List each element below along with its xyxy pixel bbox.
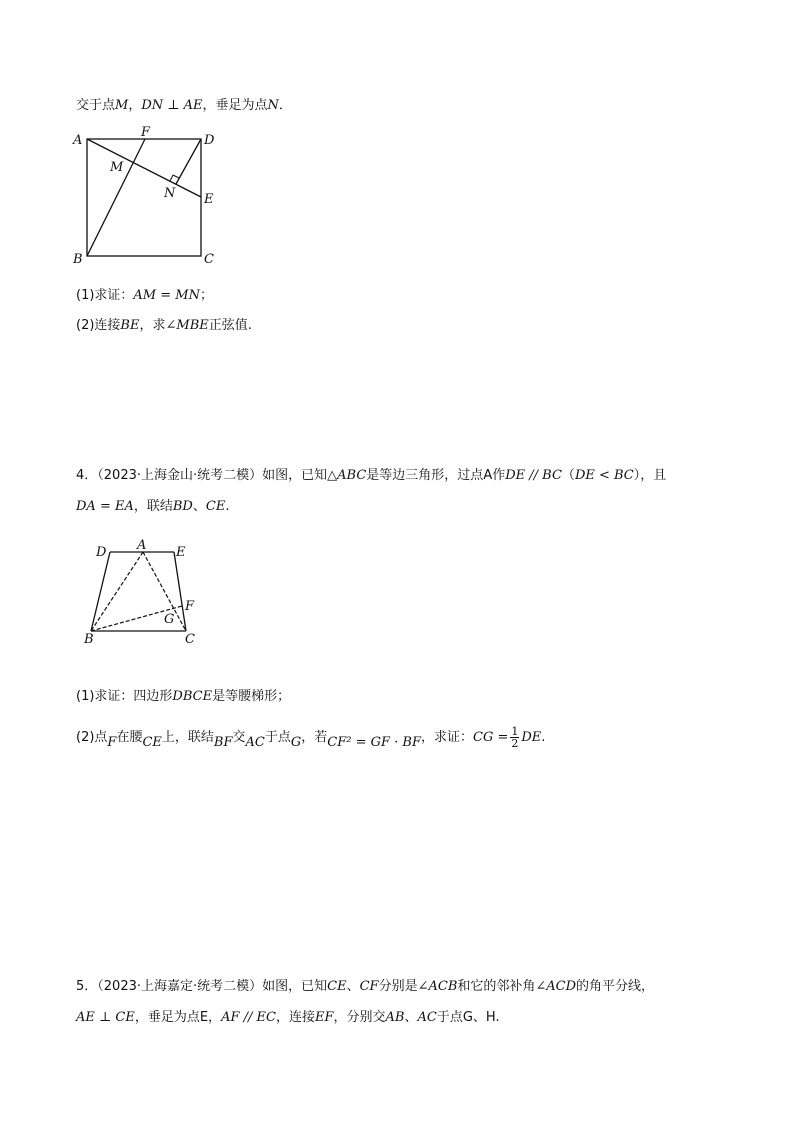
text: ，若 — [301, 730, 328, 745]
math: DE — [521, 730, 542, 745]
text: 于点 — [264, 730, 291, 745]
q3-part2 — [76, 316, 252, 336]
fraction-numerator: 1 — [511, 725, 519, 738]
math: AC — [417, 1010, 437, 1025]
q4-part2 — [76, 724, 545, 752]
text: ； — [199, 288, 213, 303]
label-g: G — [164, 612, 175, 627]
text: 、 — [346, 979, 360, 994]
segment-bf — [87, 139, 145, 256]
label-a: A — [73, 133, 83, 148]
text: 作 — [492, 468, 506, 483]
label-b: B — [73, 252, 83, 267]
math: BD — [172, 499, 193, 514]
square-abcd — [87, 139, 201, 256]
label-d: D — [204, 133, 215, 148]
label-e: E — [176, 545, 186, 560]
question-source: （2023·上海金山·统考二模） — [97, 468, 263, 483]
math: BF — [213, 735, 233, 750]
text: ，求 — [139, 318, 166, 333]
question-source: （2023·上海嘉定·统考二模） — [97, 979, 263, 994]
label-f: F — [141, 125, 151, 140]
text: 上，联结 — [161, 730, 214, 745]
text: ， — [208, 1010, 222, 1025]
math: CF² = GF · BF — [327, 735, 421, 750]
segment-ae — [87, 139, 201, 197]
question-number: 5． — [76, 979, 98, 994]
text: (2)点 — [76, 730, 108, 745]
text: ，垂足为点 — [134, 1010, 200, 1025]
label-c: C — [185, 632, 195, 647]
text: 、 — [192, 499, 206, 514]
math: DE // BC — [505, 468, 562, 483]
math: G — [290, 735, 302, 750]
text: G、H — [462, 1010, 496, 1025]
text: （ — [561, 468, 575, 483]
label-b: B — [84, 632, 94, 647]
q5-stem-line2 — [76, 1008, 500, 1028]
text: 交 — [232, 730, 246, 745]
math: ∠ACB — [417, 979, 458, 994]
text: ，联结 — [133, 499, 173, 514]
text: ，分别交 — [333, 1010, 386, 1025]
text: 正弦值. — [208, 318, 252, 333]
text: 如图，已知 — [262, 979, 328, 994]
q4-stem-line2 — [76, 497, 229, 517]
q3-part1 — [76, 286, 213, 306]
math: F — [107, 735, 117, 750]
text: (1)求证：四边形 — [76, 689, 173, 704]
math: DE < BC — [574, 468, 634, 483]
label-m: M — [110, 160, 124, 175]
math: EF — [314, 1010, 334, 1025]
question-number: 4． — [76, 468, 98, 483]
math: AC — [245, 735, 265, 750]
q4-trapezoid-figure — [80, 534, 210, 650]
math: BE — [120, 318, 140, 333]
math: ∠ACD — [535, 979, 577, 994]
math: M — [115, 98, 129, 113]
text: E — [199, 1010, 209, 1025]
q3-intro-line — [76, 96, 292, 116]
q4-stem-line1 — [76, 466, 666, 486]
math: AF // EC — [221, 1010, 276, 1025]
text: 是等腰梯形； — [212, 689, 291, 704]
math: AM = MN — [133, 288, 200, 303]
label-e: E — [204, 192, 214, 207]
text: (2)连接 — [76, 318, 121, 333]
text: ， — [128, 98, 142, 113]
text: A — [483, 468, 493, 483]
text: 于点 — [436, 1010, 463, 1025]
math: DA = EA — [76, 499, 134, 514]
q4-part1 — [76, 687, 290, 707]
math: CE — [327, 979, 347, 994]
text: ，连接 — [275, 1010, 315, 1025]
label-n: N — [164, 186, 176, 201]
fraction-one-half — [510, 726, 519, 749]
math: CE — [205, 499, 226, 514]
math: AB — [385, 1010, 405, 1025]
label-f: F — [185, 599, 195, 614]
text: ． — [278, 98, 292, 113]
text: ），且 — [633, 468, 667, 483]
text: . — [541, 730, 546, 745]
label-c: C — [204, 252, 214, 267]
math: DBCE — [172, 689, 213, 704]
label-d: D — [96, 545, 107, 560]
math: ∠MBE — [165, 318, 209, 333]
text: 和它的邻补角 — [457, 979, 536, 994]
q5-stem-line1 — [76, 977, 654, 997]
text: 分别是 — [378, 979, 418, 994]
q3-square-figure — [66, 124, 226, 270]
math: CF — [359, 979, 379, 994]
text: 交于点 — [76, 98, 116, 113]
text: 在腰 — [116, 730, 143, 745]
segment-dn — [176, 139, 201, 184]
text: 、 — [404, 1010, 418, 1025]
math: DN ⊥ AE — [141, 98, 203, 113]
fraction-denominator: 2 — [511, 737, 519, 750]
math: △ABC — [327, 468, 367, 483]
segment-ec — [174, 552, 186, 631]
segment-db — [91, 552, 110, 631]
math: CG = — [473, 730, 509, 745]
text: 的角平分线， — [576, 979, 655, 994]
text: . — [495, 1010, 500, 1025]
text: ，求证： — [421, 730, 474, 745]
text: (1)求证： — [76, 288, 134, 303]
text: . — [225, 499, 230, 514]
math: CE — [142, 735, 162, 750]
text: ，垂足为点 — [202, 98, 268, 113]
math: AE ⊥ CE — [76, 1010, 135, 1025]
math: N — [267, 98, 279, 113]
label-a: A — [137, 538, 147, 553]
text: 是等边三角形，过点 — [366, 468, 484, 483]
text: 如图，已知 — [262, 468, 328, 483]
